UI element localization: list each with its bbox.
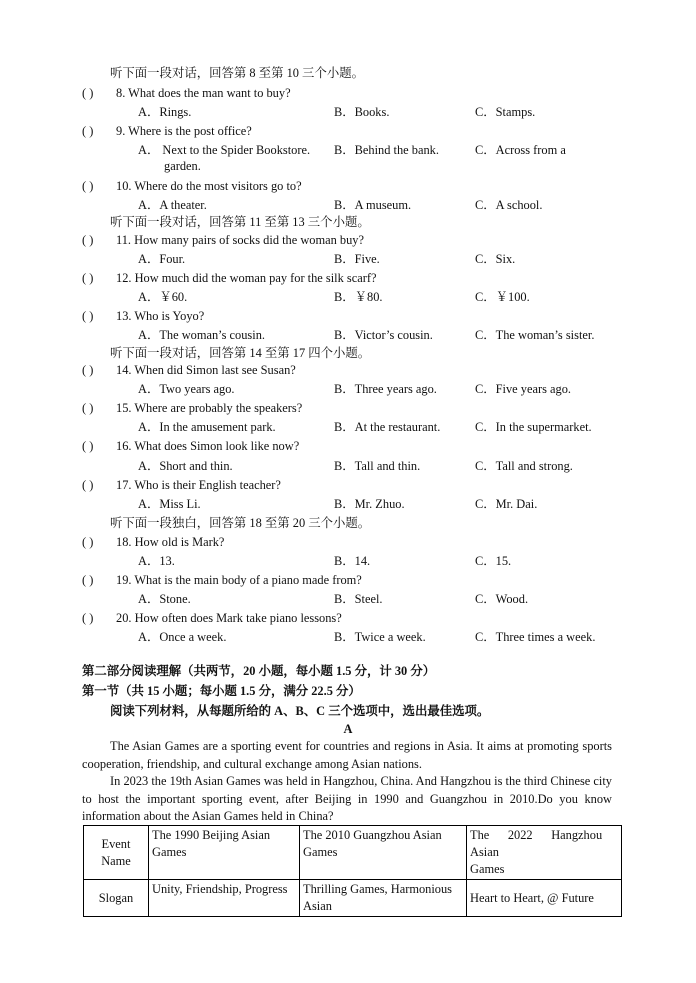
table-row xyxy=(84,880,622,917)
table-header-line: Asian xyxy=(470,845,499,859)
option-b: B．Books. xyxy=(334,105,390,119)
question-text: 17. Who is their English teacher? xyxy=(116,478,281,492)
option-b: B．At the restaurant. xyxy=(334,420,441,434)
answer-blank[interactable]: ( ) xyxy=(82,271,94,285)
answer-blank[interactable]: ( ) xyxy=(82,401,94,415)
question-text: 8. What does the man want to buy? xyxy=(116,86,291,100)
option-c: C．15. xyxy=(475,554,512,568)
option-c: C．Wood. xyxy=(475,592,529,606)
option-a: A． Next to the Spider Bookstore. xyxy=(138,143,311,157)
option-a: A．A theater. xyxy=(138,198,207,212)
question-10 xyxy=(82,179,302,195)
question-15 xyxy=(82,401,302,417)
table-cell: Thrilling Games, Harmonious Asian xyxy=(300,880,467,917)
passage-paragraph-2: In 2023 the 19th Asian Games was held in Hangzhou, China. And Hangzhou is the third Chinese city to host the important sporting event, after Beijing in 1990 and Guangzhou in 2010.Do you know information about the Asian Games held in China? xyxy=(82,774,612,823)
table-header-line: Games xyxy=(470,862,505,876)
option-c: C．Three times a week. xyxy=(475,630,596,644)
answer-blank[interactable]: ( ) xyxy=(82,309,94,323)
asian-games-table xyxy=(83,825,622,917)
option-b: B．Three years ago. xyxy=(334,382,437,396)
reading-instruction: 阅读下列材料，从每题所给的 A、B、C 三个选项中，选出最佳选项。 xyxy=(110,704,490,718)
option-c: C．￥100. xyxy=(475,290,530,304)
option-c: C．Tall and strong. xyxy=(475,459,573,473)
option-c: C．A school. xyxy=(475,198,543,212)
question-14 xyxy=(82,363,296,379)
table-header-cell xyxy=(467,826,622,880)
answer-blank[interactable]: ( ) xyxy=(82,179,94,193)
option-b: B．Steel. xyxy=(334,592,383,606)
listening-instruction-8-10: 听下面一段对话，回答第 8 至第 10 三个小题。 xyxy=(110,66,365,80)
option-a: A．In the amusement park. xyxy=(138,420,276,434)
option-c: C．In the supermarket. xyxy=(475,420,592,434)
option-a: A．Miss Li. xyxy=(138,497,201,511)
option-a: A．Two years ago. xyxy=(138,382,235,396)
question-text: 12. How much did the woman pay for the silk scarf? xyxy=(116,271,377,285)
question-text: 15. Where are probably the speakers? xyxy=(116,401,303,415)
option-c: C．The woman’s sister. xyxy=(475,328,595,342)
question-17 xyxy=(82,478,281,494)
question-text: 9. Where is the post office? xyxy=(116,124,252,138)
answer-blank[interactable]: ( ) xyxy=(82,439,94,453)
options-13 xyxy=(138,328,656,344)
table-header-cell: Event Name xyxy=(84,826,149,880)
option-b: B．Behind the bank. xyxy=(334,143,439,157)
option-c: C．Across from a xyxy=(475,143,566,157)
option-a: A．13. xyxy=(138,554,175,568)
options-16 xyxy=(138,459,656,475)
answer-blank[interactable]: ( ) xyxy=(82,363,94,377)
table-cell: Heart to Heart, @ Future xyxy=(467,880,622,917)
option-b: B．14. xyxy=(334,554,371,568)
question-text: 19. What is the main body of a piano made from? xyxy=(116,573,362,587)
answer-blank[interactable]: ( ) xyxy=(82,535,94,549)
option-b: B．Victor’s cousin. xyxy=(334,328,433,342)
question-text: 16. What does Simon look like now? xyxy=(116,439,300,453)
options-15 xyxy=(138,420,656,436)
question-12 xyxy=(82,271,376,287)
option-a: A．￥60. xyxy=(138,290,188,304)
answer-blank[interactable]: ( ) xyxy=(82,573,94,587)
question-16 xyxy=(82,439,299,455)
question-text: 13. Who is Yoyo? xyxy=(116,309,205,323)
option-c: C．Mr. Dai. xyxy=(475,497,538,511)
option-b: B．Tall and thin. xyxy=(334,459,421,473)
answer-blank[interactable]: ( ) xyxy=(82,86,94,100)
question-19 xyxy=(82,573,362,589)
question-text: 10. Where do the most visitors go to? xyxy=(116,179,302,193)
options-8 xyxy=(138,105,656,121)
table-row xyxy=(84,826,622,880)
question-11 xyxy=(82,233,364,249)
option-b: B．Five. xyxy=(334,252,380,266)
option-c: C．Five years ago. xyxy=(475,382,572,396)
option-a: A．The woman’s cousin. xyxy=(138,328,265,342)
question-text: 14. When did Simon last see Susan? xyxy=(116,363,296,377)
option-a: A．Rings. xyxy=(138,105,192,119)
option-b: B．￥80. xyxy=(334,290,383,304)
options-9 xyxy=(138,143,608,175)
answer-blank[interactable]: ( ) xyxy=(82,478,94,492)
question-9 xyxy=(82,124,252,140)
option-b: B．A museum. xyxy=(334,198,412,212)
question-text: 11. How many pairs of socks did the woman buy? xyxy=(116,233,364,247)
question-18 xyxy=(82,535,224,551)
question-text: 18. How old is Mark? xyxy=(116,535,225,549)
options-12 xyxy=(138,290,656,306)
question-8 xyxy=(82,86,291,102)
passage-paragraph-1: The Asian Games are a sporting event for countries and regions in Asia. It aims at promoting sports cooperation, friendship, and cultural exchange among Asian nations. xyxy=(82,739,612,771)
reading-section-title: 第一节（共 15 小题；每小题 1.5 分，满分 22.5 分） xyxy=(82,684,361,698)
answer-blank[interactable]: ( ) xyxy=(82,124,94,138)
option-a: A．Four. xyxy=(138,252,186,266)
question-text: 20. How often does Mark take piano lessons? xyxy=(116,611,342,625)
table-header-cell: The 1990 Beijing Asian Games xyxy=(149,826,300,880)
table-cell: Unity, Friendship, Progress xyxy=(149,880,300,917)
option-continuation: garden. xyxy=(164,159,201,173)
options-10 xyxy=(138,198,656,214)
option-c: C．Six. xyxy=(475,252,516,266)
answer-blank[interactable]: ( ) xyxy=(82,611,94,625)
options-20 xyxy=(138,630,656,646)
listening-instruction-11-13: 听下面一段对话，回答第 11 至第 13 三个小题。 xyxy=(110,215,370,229)
table-header-line: The 2022 Hangzhou xyxy=(470,828,603,842)
option-a: A．Once a week. xyxy=(138,630,227,644)
option-a: A．Short and thin. xyxy=(138,459,233,473)
options-19 xyxy=(138,592,656,608)
option-b: B．Twice a week. xyxy=(334,630,426,644)
table-header-cell: The 2010 Guangzhou Asian Games xyxy=(300,826,467,880)
option-c: C．Stamps. xyxy=(475,105,536,119)
listening-instruction-14-17: 听下面一段对话，回答第 14 至第 17 四个小题。 xyxy=(110,346,371,360)
options-14 xyxy=(138,382,656,398)
passage-label: A xyxy=(343,722,353,736)
reading-part-title: 第二部分阅读理解（共两节，20 小题，每小题 1.5 分，计 30 分） xyxy=(82,664,436,678)
option-b: B．Mr. Zhuo. xyxy=(334,497,405,511)
listening-instruction-18-20: 听下面一段独白，回答第 18 至第 20 三个小题。 xyxy=(110,516,371,530)
options-17 xyxy=(138,497,656,513)
options-11 xyxy=(138,252,656,268)
question-13 xyxy=(82,309,204,325)
answer-blank[interactable]: ( ) xyxy=(82,233,94,247)
question-20 xyxy=(82,611,342,627)
table-cell: Slogan xyxy=(84,880,149,917)
option-a: A．Stone. xyxy=(138,592,191,606)
options-18 xyxy=(138,554,656,570)
